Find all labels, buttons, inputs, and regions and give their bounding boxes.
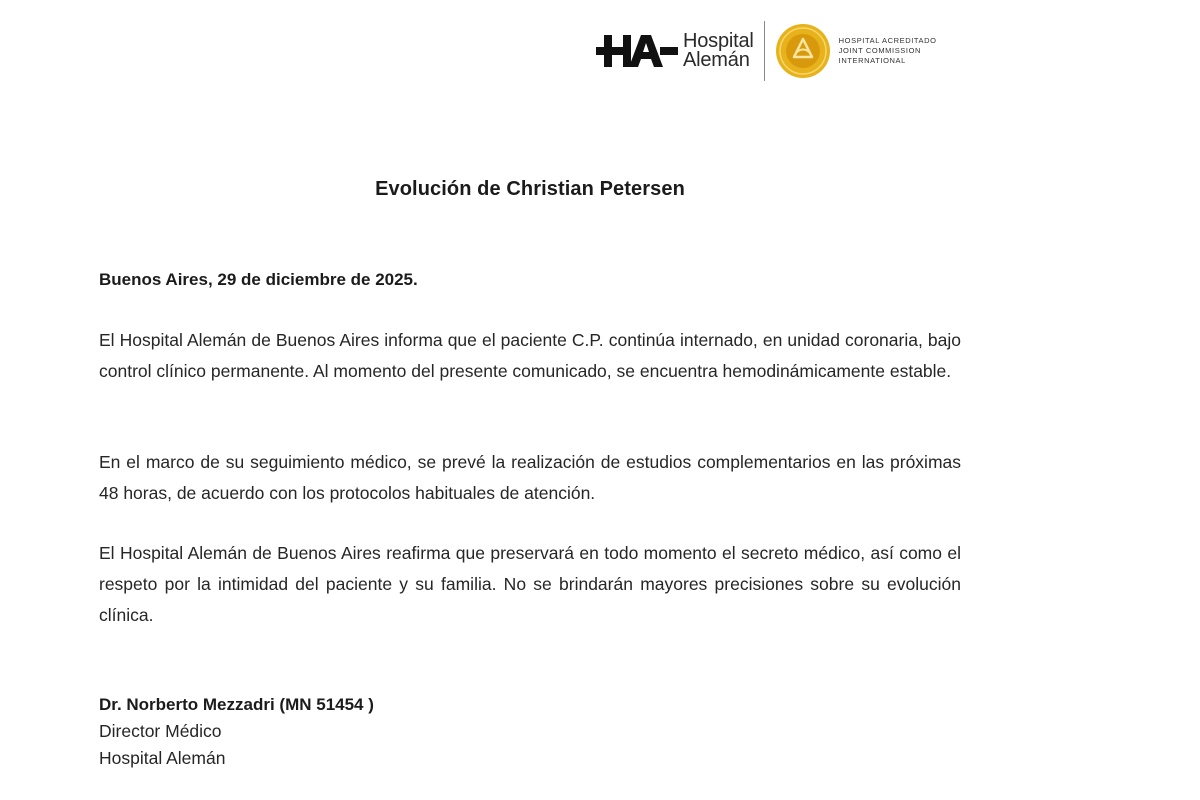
accreditation-text [839, 36, 937, 66]
accreditation-line-3: INTERNATIONAL [838, 56, 906, 65]
signatory-name: Dr. Norberto Mezzadri (MN 51454 ) [99, 695, 374, 714]
paragraph-3: El Hospital Alemán de Buenos Aires reafirma que preservará en todo momento el secreto médico, así como el respeto por la intimidad del paciente y su familia. No se brindarán mayores precisiones sobre su evolución clínica. [99, 543, 961, 625]
hospital-name [683, 32, 754, 70]
paragraph-1: El Hospital Alemán de Buenos Aires informa que el paciente C.P. continúa internado, en unidad coronaria, bajo control clínico permanente. Al momento del presente comunicado, se encuentra hemodinámicamente estable. [99, 330, 961, 381]
brand-line-1: Hospital [683, 30, 754, 52]
hospital-aleman-logo-mark [596, 32, 678, 70]
signature-block [99, 692, 374, 772]
logo-divider [764, 21, 765, 81]
signatory-institution: Hospital Alemán [99, 748, 226, 768]
signatory-role: Director Médico [99, 721, 222, 741]
accreditation-line-1: HOSPITAL ACREDITADO [838, 36, 937, 45]
hospital-logo-header [596, 20, 937, 82]
paragraph-2: En el marco de su seguimiento médico, se prevé la realización de estudios complementarios en las próximas 48 horas, de acuerdo con los protocolos habituales de atención. [99, 452, 961, 503]
joint-commission-seal-icon [775, 23, 831, 79]
dateline: Buenos Aires, 29 de diciembre de 2025. [99, 270, 418, 289]
brand-line-2: Alemán [683, 49, 750, 71]
accreditation-line-2: JOINT COMMISSION [838, 46, 922, 55]
document-title: Evolución de Christian Petersen [375, 178, 685, 200]
